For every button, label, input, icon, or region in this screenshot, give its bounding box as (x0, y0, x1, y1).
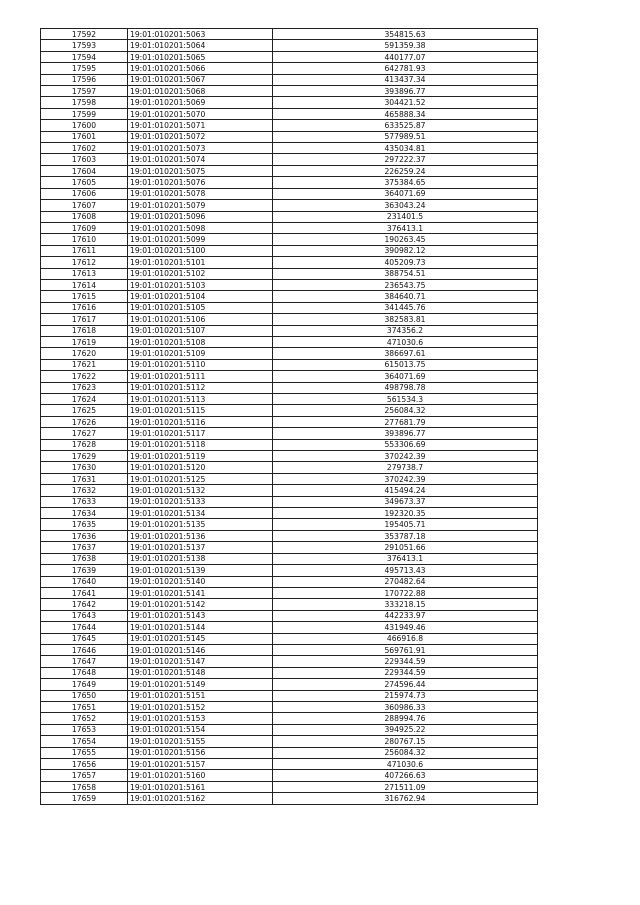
table-row (41, 97, 538, 108)
value-cell: 435034.81 (273, 143, 538, 154)
cadastral-id-cell: 19:01:010201:5103 (128, 279, 273, 290)
table-row (41, 200, 538, 211)
table-row (41, 679, 538, 690)
cadastral-id-cell: 19:01:010201:5117 (128, 428, 273, 439)
table-row (41, 131, 538, 142)
table-row (41, 496, 538, 507)
cadastral-id-cell: 19:01:010201:5116 (128, 416, 273, 427)
table-row (41, 268, 538, 279)
cadastral-id-cell: 19:01:010201:5079 (128, 200, 273, 211)
table-row (41, 439, 538, 450)
table-row (41, 633, 538, 644)
table-row (41, 394, 538, 405)
cadastral-id-cell: 19:01:010201:5102 (128, 268, 273, 279)
value-cell: 333218.15 (273, 599, 538, 610)
value-cell: 382583.81 (273, 314, 538, 325)
table-row (41, 451, 538, 462)
value-cell: 316762.94 (273, 793, 538, 804)
value-cell: 291051.66 (273, 542, 538, 553)
cadastral-id-cell: 19:01:010201:5141 (128, 587, 273, 598)
value-cell: 569761.91 (273, 644, 538, 655)
row-number-cell: 17633 (41, 496, 128, 507)
value-cell: 390982.12 (273, 245, 538, 256)
cadastral-id-cell: 19:01:010201:5064 (128, 40, 273, 51)
table-row (41, 86, 538, 97)
table-row (41, 371, 538, 382)
value-cell: 498798.78 (273, 382, 538, 393)
value-cell: 229344.59 (273, 656, 538, 667)
table-row (41, 519, 538, 530)
table-row (41, 211, 538, 222)
row-number-cell: 17597 (41, 86, 128, 97)
value-cell: 195405.71 (273, 519, 538, 530)
table-row (41, 553, 538, 564)
row-number-cell: 17656 (41, 759, 128, 770)
table-row (41, 713, 538, 724)
row-number-cell: 17634 (41, 508, 128, 519)
cadastral-id-cell: 19:01:010201:5153 (128, 713, 273, 724)
row-number-cell: 17612 (41, 257, 128, 268)
cadastral-id-cell: 19:01:010201:5109 (128, 348, 273, 359)
row-number-cell: 17614 (41, 279, 128, 290)
value-cell: 386697.61 (273, 348, 538, 359)
row-number-cell: 17653 (41, 724, 128, 735)
table-row (41, 759, 538, 770)
value-cell: 226259.24 (273, 165, 538, 176)
cadastral-id-cell: 19:01:010201:5071 (128, 120, 273, 131)
cadastral-id-cell: 19:01:010201:5140 (128, 576, 273, 587)
cadastral-id-cell: 19:01:010201:5139 (128, 565, 273, 576)
value-cell: 297222.37 (273, 154, 538, 165)
value-cell: 256084.32 (273, 405, 538, 416)
table-row (41, 29, 538, 40)
cadastral-id-cell: 19:01:010201:5161 (128, 781, 273, 792)
cadastral-id-cell: 19:01:010201:5132 (128, 485, 273, 496)
table-row (41, 599, 538, 610)
row-number-cell: 17610 (41, 234, 128, 245)
row-number-cell: 17648 (41, 667, 128, 678)
cadastral-id-cell: 19:01:010201:5138 (128, 553, 273, 564)
cadastral-id-cell: 19:01:010201:5157 (128, 759, 273, 770)
cadastral-id-cell: 19:01:010201:5135 (128, 519, 273, 530)
row-number-cell: 17629 (41, 451, 128, 462)
value-cell: 370242.39 (273, 473, 538, 484)
value-cell: 364071.69 (273, 371, 538, 382)
table-row (41, 279, 538, 290)
cadastral-id-cell: 19:01:010201:5112 (128, 382, 273, 393)
cadastral-id-cell: 19:01:010201:5098 (128, 222, 273, 233)
value-cell: 615013.75 (273, 359, 538, 370)
value-cell: 388754.51 (273, 268, 538, 279)
cadastral-id-cell: 19:01:010201:5156 (128, 747, 273, 758)
value-cell: 279738.7 (273, 462, 538, 473)
cadastral-id-cell: 19:01:010201:5134 (128, 508, 273, 519)
row-number-cell: 17649 (41, 679, 128, 690)
value-cell: 341445.76 (273, 302, 538, 313)
row-number-cell: 17598 (41, 97, 128, 108)
value-cell: 374356.2 (273, 325, 538, 336)
table-row (41, 542, 538, 553)
value-cell: 394925.22 (273, 724, 538, 735)
row-number-cell: 17657 (41, 770, 128, 781)
value-cell: 364071.69 (273, 188, 538, 199)
value-cell: 466916.8 (273, 633, 538, 644)
table-row (41, 63, 538, 74)
row-number-cell: 17596 (41, 74, 128, 85)
value-cell: 471030.6 (273, 336, 538, 347)
table-row (41, 222, 538, 233)
table-body (41, 29, 538, 805)
table-row (41, 143, 538, 154)
cadastral-id-cell: 19:01:010201:5149 (128, 679, 273, 690)
row-number-cell: 17651 (41, 701, 128, 712)
cadastral-id-cell: 19:01:010201:5076 (128, 177, 273, 188)
value-cell: 353787.18 (273, 530, 538, 541)
cadastral-id-cell: 19:01:010201:5146 (128, 644, 273, 655)
value-cell: 440177.07 (273, 51, 538, 62)
row-number-cell: 17650 (41, 690, 128, 701)
table-row (41, 462, 538, 473)
cadastral-id-cell: 19:01:010201:5073 (128, 143, 273, 154)
cadastral-id-cell: 19:01:010201:5074 (128, 154, 273, 165)
row-number-cell: 17607 (41, 200, 128, 211)
value-cell: 393896.77 (273, 86, 538, 97)
row-number-cell: 17609 (41, 222, 128, 233)
table-row (41, 302, 538, 313)
table-row (41, 644, 538, 655)
row-number-cell: 17603 (41, 154, 128, 165)
value-cell: 271511.09 (273, 781, 538, 792)
cadastral-id-cell: 19:01:010201:5162 (128, 793, 273, 804)
cadastral-id-cell: 19:01:010201:5065 (128, 51, 273, 62)
value-cell: 304421.52 (273, 97, 538, 108)
row-number-cell: 17601 (41, 131, 128, 142)
value-cell: 442233.97 (273, 610, 538, 621)
value-cell: 393896.77 (273, 428, 538, 439)
table-row (41, 177, 538, 188)
cadastral-id-cell: 19:01:010201:5069 (128, 97, 273, 108)
row-number-cell: 17606 (41, 188, 128, 199)
row-number-cell: 17618 (41, 325, 128, 336)
table-row (41, 382, 538, 393)
value-cell: 407266.63 (273, 770, 538, 781)
cadastral-id-cell: 19:01:010201:5072 (128, 131, 273, 142)
value-cell: 471030.6 (273, 759, 538, 770)
row-number-cell: 17628 (41, 439, 128, 450)
table-row (41, 793, 538, 804)
table-row (41, 622, 538, 633)
cadastral-id-cell: 19:01:010201:5125 (128, 473, 273, 484)
table-row (41, 667, 538, 678)
table-row (41, 154, 538, 165)
data-table (40, 28, 538, 805)
value-cell: 376413.1 (273, 222, 538, 233)
value-cell: 370242.39 (273, 451, 538, 462)
value-cell: 465888.34 (273, 108, 538, 119)
cadastral-id-cell: 19:01:010201:5120 (128, 462, 273, 473)
row-number-cell: 17625 (41, 405, 128, 416)
value-cell: 360986.33 (273, 701, 538, 712)
row-number-cell: 17647 (41, 656, 128, 667)
row-number-cell: 17630 (41, 462, 128, 473)
row-number-cell: 17644 (41, 622, 128, 633)
value-cell: 288994.76 (273, 713, 538, 724)
value-cell: 274596.44 (273, 679, 538, 690)
table-row (41, 234, 538, 245)
row-number-cell: 17626 (41, 416, 128, 427)
cadastral-id-cell: 19:01:010201:5099 (128, 234, 273, 245)
row-number-cell: 17652 (41, 713, 128, 724)
cadastral-id-cell: 19:01:010201:5119 (128, 451, 273, 462)
row-number-cell: 17643 (41, 610, 128, 621)
row-number-cell: 17621 (41, 359, 128, 370)
cadastral-id-cell: 19:01:010201:5145 (128, 633, 273, 644)
cadastral-id-cell: 19:01:010201:5151 (128, 690, 273, 701)
table-row (41, 359, 538, 370)
table-row (41, 428, 538, 439)
cadastral-id-cell: 19:01:010201:5078 (128, 188, 273, 199)
table-row (41, 348, 538, 359)
row-number-cell: 17631 (41, 473, 128, 484)
cadastral-id-cell: 19:01:010201:5107 (128, 325, 273, 336)
cadastral-id-cell: 19:01:010201:5110 (128, 359, 273, 370)
cadastral-id-cell: 19:01:010201:5142 (128, 599, 273, 610)
value-cell: 561534.3 (273, 394, 538, 405)
value-cell: 415494.24 (273, 485, 538, 496)
row-number-cell: 17645 (41, 633, 128, 644)
cadastral-id-cell: 19:01:010201:5106 (128, 314, 273, 325)
table-row (41, 40, 538, 51)
row-number-cell: 17658 (41, 781, 128, 792)
value-cell: 190263.45 (273, 234, 538, 245)
cadastral-id-cell: 19:01:010201:5118 (128, 439, 273, 450)
table-row (41, 120, 538, 131)
row-number-cell: 17623 (41, 382, 128, 393)
cadastral-id-cell: 19:01:010201:5148 (128, 667, 273, 678)
row-number-cell: 17595 (41, 63, 128, 74)
row-number-cell: 17617 (41, 314, 128, 325)
row-number-cell: 17604 (41, 165, 128, 176)
value-cell: 363043.24 (273, 200, 538, 211)
table-row (41, 747, 538, 758)
table-row (41, 245, 538, 256)
value-cell: 280767.15 (273, 736, 538, 747)
value-cell: 495713.43 (273, 565, 538, 576)
cadastral-id-cell: 19:01:010201:5108 (128, 336, 273, 347)
row-number-cell: 17632 (41, 485, 128, 496)
cadastral-id-cell: 19:01:010201:5143 (128, 610, 273, 621)
row-number-cell: 17637 (41, 542, 128, 553)
cadastral-id-cell: 19:01:010201:5154 (128, 724, 273, 735)
table-row (41, 291, 538, 302)
value-cell: 215974.73 (273, 690, 538, 701)
value-cell: 413437.34 (273, 74, 538, 85)
row-number-cell: 17639 (41, 565, 128, 576)
row-number-cell: 17608 (41, 211, 128, 222)
cadastral-id-cell: 19:01:010201:5105 (128, 302, 273, 313)
table-row (41, 690, 538, 701)
row-number-cell: 17622 (41, 371, 128, 382)
value-cell: 231401.5 (273, 211, 538, 222)
cadastral-id-cell: 19:01:010201:5096 (128, 211, 273, 222)
value-cell: 256084.32 (273, 747, 538, 758)
row-number-cell: 17620 (41, 348, 128, 359)
cadastral-id-cell: 19:01:010201:5104 (128, 291, 273, 302)
table-row (41, 576, 538, 587)
row-number-cell: 17655 (41, 747, 128, 758)
table-row (41, 314, 538, 325)
table-row (41, 416, 538, 427)
row-number-cell: 17616 (41, 302, 128, 313)
value-cell: 642781.93 (273, 63, 538, 74)
cadastral-id-cell: 19:01:010201:5155 (128, 736, 273, 747)
value-cell: 384640.71 (273, 291, 538, 302)
row-number-cell: 17635 (41, 519, 128, 530)
cadastral-id-cell: 19:01:010201:5100 (128, 245, 273, 256)
row-number-cell: 17646 (41, 644, 128, 655)
value-cell: 405209.73 (273, 257, 538, 268)
row-number-cell: 17638 (41, 553, 128, 564)
cadastral-id-cell: 19:01:010201:5067 (128, 74, 273, 85)
cadastral-id-cell: 19:01:010201:5136 (128, 530, 273, 541)
table-row (41, 405, 538, 416)
cadastral-id-cell: 19:01:010201:5147 (128, 656, 273, 667)
table-row (41, 508, 538, 519)
value-cell: 376413.1 (273, 553, 538, 564)
row-number-cell: 17594 (41, 51, 128, 62)
value-cell: 229344.59 (273, 667, 538, 678)
cadastral-id-cell: 19:01:010201:5133 (128, 496, 273, 507)
table-row (41, 701, 538, 712)
table-row (41, 473, 538, 484)
cadastral-id-cell: 19:01:010201:5115 (128, 405, 273, 416)
cadastral-id-cell: 19:01:010201:5152 (128, 701, 273, 712)
table-row (41, 530, 538, 541)
table-row (41, 336, 538, 347)
table-row (41, 485, 538, 496)
cadastral-id-cell: 19:01:010201:5068 (128, 86, 273, 97)
row-number-cell: 17636 (41, 530, 128, 541)
table-row (41, 74, 538, 85)
row-number-cell: 17642 (41, 599, 128, 610)
table-row (41, 108, 538, 119)
row-number-cell: 17619 (41, 336, 128, 347)
table-row (41, 257, 538, 268)
cadastral-id-cell: 19:01:010201:5066 (128, 63, 273, 74)
row-number-cell: 17615 (41, 291, 128, 302)
value-cell: 633525.87 (273, 120, 538, 131)
cadastral-id-cell: 19:01:010201:5075 (128, 165, 273, 176)
row-number-cell: 17624 (41, 394, 128, 405)
value-cell: 591359.38 (273, 40, 538, 51)
table-row (41, 724, 538, 735)
value-cell: 170722.88 (273, 587, 538, 598)
row-number-cell: 17599 (41, 108, 128, 119)
cadastral-id-cell: 19:01:010201:5101 (128, 257, 273, 268)
table-row (41, 656, 538, 667)
cadastral-id-cell: 19:01:010201:5160 (128, 770, 273, 781)
value-cell: 431949.46 (273, 622, 538, 633)
value-cell: 270482.64 (273, 576, 538, 587)
row-number-cell: 17600 (41, 120, 128, 131)
table-row (41, 770, 538, 781)
table-row (41, 610, 538, 621)
row-number-cell: 17602 (41, 143, 128, 154)
value-cell: 349673.37 (273, 496, 538, 507)
value-cell: 354815.63 (273, 29, 538, 40)
table-row (41, 51, 538, 62)
value-cell: 277681.79 (273, 416, 538, 427)
value-cell: 192320.35 (273, 508, 538, 519)
value-cell: 577989.51 (273, 131, 538, 142)
value-cell: 236543.75 (273, 279, 538, 290)
table-row (41, 736, 538, 747)
row-number-cell: 17613 (41, 268, 128, 279)
cadastral-id-cell: 19:01:010201:5111 (128, 371, 273, 382)
cadastral-id-cell: 19:01:010201:5063 (128, 29, 273, 40)
cadastral-id-cell: 19:01:010201:5144 (128, 622, 273, 633)
value-cell: 375384.65 (273, 177, 538, 188)
row-number-cell: 17593 (41, 40, 128, 51)
table-row (41, 781, 538, 792)
table-row (41, 165, 538, 176)
value-cell: 553306.69 (273, 439, 538, 450)
cadastral-id-cell: 19:01:010201:5113 (128, 394, 273, 405)
row-number-cell: 17611 (41, 245, 128, 256)
row-number-cell: 17659 (41, 793, 128, 804)
row-number-cell: 17627 (41, 428, 128, 439)
row-number-cell: 17605 (41, 177, 128, 188)
cadastral-id-cell: 19:01:010201:5137 (128, 542, 273, 553)
row-number-cell: 17592 (41, 29, 128, 40)
row-number-cell: 17640 (41, 576, 128, 587)
row-number-cell: 17641 (41, 587, 128, 598)
table-row (41, 325, 538, 336)
row-number-cell: 17654 (41, 736, 128, 747)
table-row (41, 587, 538, 598)
table-row (41, 188, 538, 199)
table-row (41, 565, 538, 576)
cadastral-id-cell: 19:01:010201:5070 (128, 108, 273, 119)
